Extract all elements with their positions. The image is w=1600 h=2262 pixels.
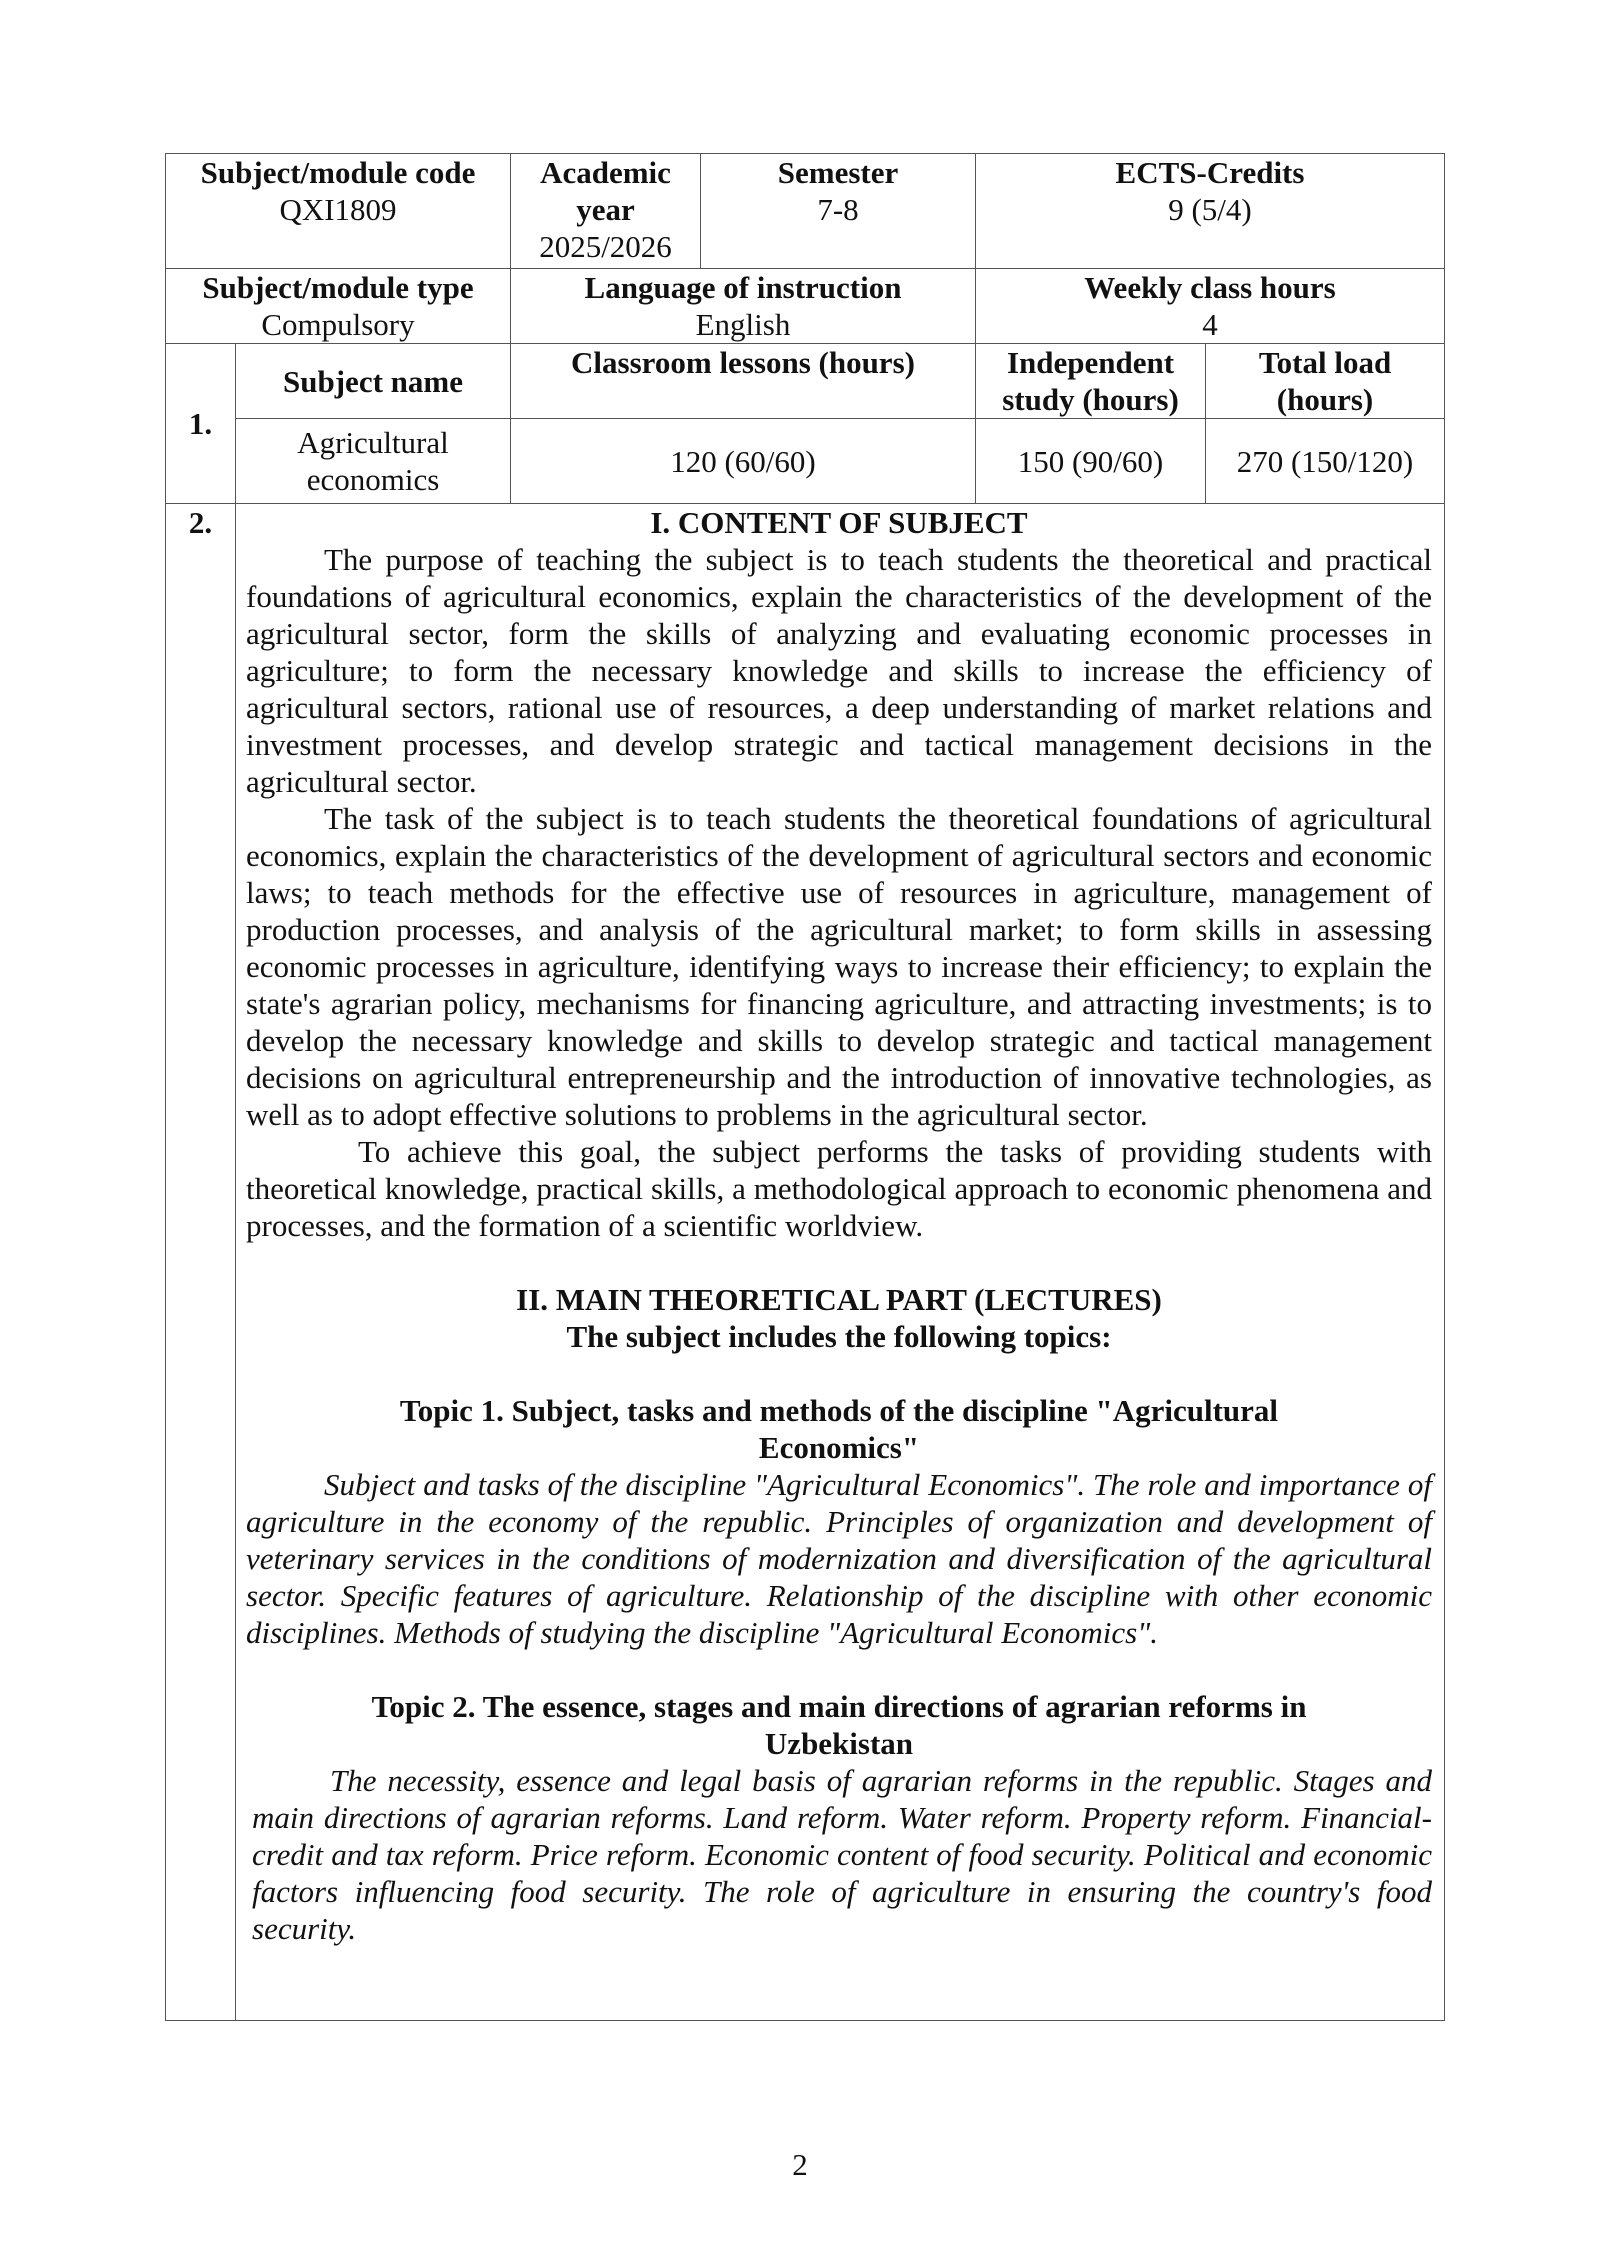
semester-label: Semester [777,155,899,190]
year-label-line1: Academic [540,155,671,190]
section-1-title: I. CONTENT OF SUBJECT [650,505,1028,540]
goal-paragraph: To achieve this goal, the subject performs the tasks of providing students with theoretical knowledge, practical skills, a methodological approach to economic phenomena and processes, and the formation of a scientific worldview. [246,1134,1432,1243]
topic-1-title-line1: Topic 1. Subject, tasks and methods of the discipline "Agricultural [399,1393,1279,1428]
header-row-2 [166,269,1445,344]
subject-name-value: Agricultural economics [236,419,511,504]
language-value: English [695,307,791,342]
language-label: Language of instruction [584,270,902,305]
weekly-hours-value: 4 [1202,307,1218,342]
row-number-1: 1. [166,344,236,504]
code-cell [166,154,511,269]
ects-label: ECTS-Credits [1115,155,1305,190]
total-load-value: 270 (150/120) [1206,419,1445,504]
section-2-subtitle: The subject includes the following topics: [566,1319,1112,1354]
content-row [166,504,1445,2021]
independent-study-value: 150 (90/60) [976,419,1206,504]
task-paragraph: The task of the subject is to teach students the theoretical foundations of agricultural economics, explain the characteristics of the development of agricultural sectors and economic laws; to teach methods for the effective use of resources in agriculture, management of production processes, and analysis of the agricultural market; to form skills in assessing economic processes in agriculture, identifying ways to increase their efficiency; to explain the state's agrarian policy, mechanisms for financing agriculture, and attracting investments; is to develop the necessary knowledge and skills to develop strategic and tactical management decisions on agricultural entrepreneurship and the introduction of innovative technologies, as well as to adopt effective solutions to problems in the agricultural sector. [246,801,1432,1132]
code-value: QXI1809 [279,192,397,227]
subject-name-header: Subject name [236,344,511,419]
code-label: Subject/module code [200,155,476,190]
topic-2-title-line2: Uzbekistan [764,1726,914,1761]
spacer [246,1947,1432,2020]
classroom-hours-header: Classroom lessons (hours) [511,344,976,419]
spacer [246,1244,1432,1281]
subject-info-table [165,153,1445,2021]
weekly-hours-label: Weekly class hours [1084,270,1336,305]
hours-header-row [166,344,1445,419]
topic-1-text: Subject and tasks of the discipline "Agricultural Economics". The role and importance of agriculture in the economy of the republic. Principles of organization and development of veterinary services in the conditions of modernization and diversification of the agricultural sector. Specific features of agriculture. Relationship of the discipline with other economic disciplines. Methods of studying the discipline "Agricultural Economics". [246,1467,1432,1650]
semester-cell [701,154,976,269]
ects-cell [976,154,1445,269]
language-cell [511,269,976,344]
independent-study-header: Independent study (hours) [976,344,1206,419]
year-cell [511,154,701,269]
topic-2-text: The necessity, essence and legal basis of agrarian reforms in the republic. Stages and main directions of agrarian reforms. Land reform. Water reform. Property reform. Financial-credit and tax reform. Price reform. Economic content of food security. Political and economic factors influencing food security. The role of agriculture in ensuring the country's food security. [252,1763,1432,1946]
content-cell [236,504,1445,2021]
ects-value: 9 (5/4) [1168,192,1252,227]
type-label: Subject/module type [202,270,474,305]
spacer [246,1355,1432,1392]
spacer [246,1651,1432,1688]
year-value: 2025/2026 [539,229,672,264]
classroom-hours-value: 120 (60/60) [511,419,976,504]
hours-value-row [166,419,1445,504]
type-cell [166,269,511,344]
type-value: Compulsory [261,307,415,342]
topic-1-title-line2: Economics" [758,1430,920,1465]
semester-value: 7-8 [817,192,859,227]
year-label-line2: year [576,192,635,227]
row-number-2: 2. [166,504,236,2021]
topic-2-title-line1: Topic 2. The essence, stages and main directions of agrarian reforms in [371,1689,1307,1724]
total-load-header: Total load (hours) [1206,344,1445,419]
section-2-title: II. MAIN THEORETICAL PART (LECTURES) [516,1282,1162,1317]
purpose-paragraph: The purpose of teaching the subject is to teach students the theoretical and practical foundations of agricultural economics, explain the characteristics of the development of the agricultural sector, form the skills of analyzing and evaluating economic processes in agriculture; to form the necessary knowledge and skills to increase the efficiency of agricultural sectors, rational use of resources, a deep understanding of market relations and investment processes, and develop strategic and tactical management decisions in the agricultural sector. [246,542,1432,799]
weekly-hours-cell [976,269,1445,344]
header-row-1 [166,154,1445,269]
page-number: 2 [792,2147,808,2182]
